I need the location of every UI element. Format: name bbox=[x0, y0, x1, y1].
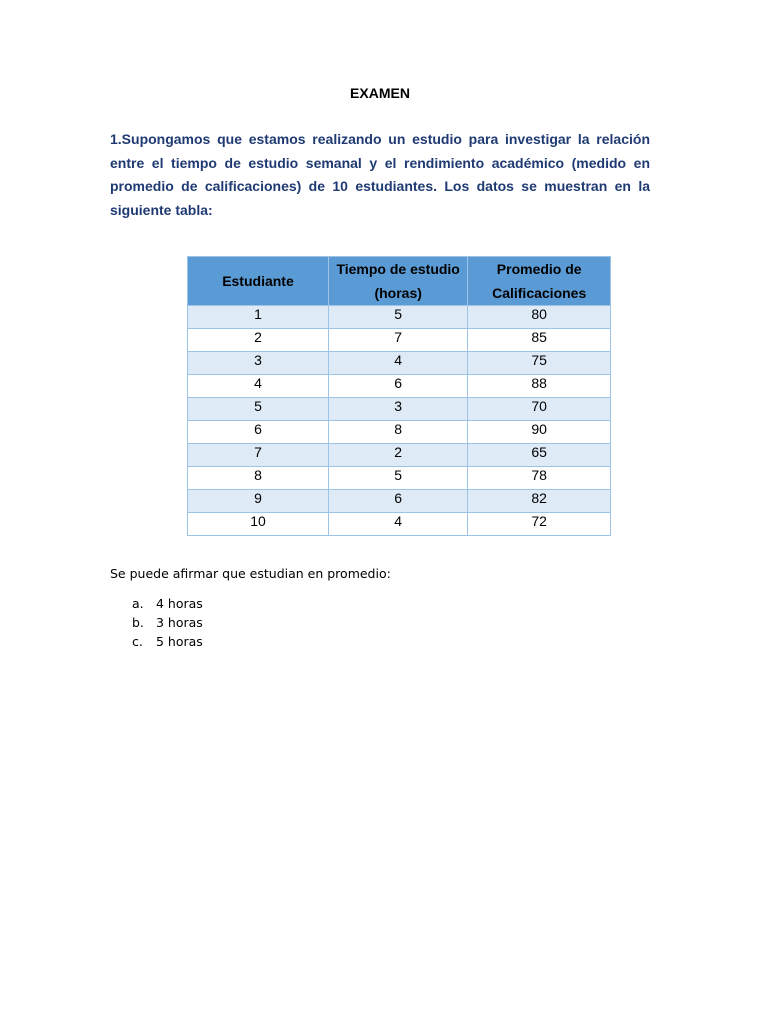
cell-estudiante: 7 bbox=[188, 444, 329, 467]
cell-tiempo: 3 bbox=[328, 398, 467, 421]
header-tiempo: Tiempo de estudio (horas) bbox=[328, 257, 467, 306]
cell-estudiante: 9 bbox=[188, 490, 329, 513]
cell-promedio: 85 bbox=[468, 329, 611, 352]
table-row bbox=[188, 306, 611, 329]
option-c bbox=[132, 634, 203, 653]
option-text: 3 horas bbox=[156, 615, 203, 630]
table-row bbox=[188, 513, 611, 536]
option-b bbox=[132, 615, 203, 634]
cell-tiempo: 5 bbox=[328, 306, 467, 329]
table-row bbox=[188, 490, 611, 513]
cell-promedio: 90 bbox=[468, 421, 611, 444]
cell-tiempo: 8 bbox=[328, 421, 467, 444]
table-row bbox=[188, 329, 611, 352]
cell-tiempo: 6 bbox=[328, 375, 467, 398]
cell-tiempo: 6 bbox=[328, 490, 467, 513]
answer-prompt: Se puede afirmar que estudian en promedio: bbox=[110, 566, 391, 581]
cell-tiempo: 4 bbox=[328, 513, 467, 536]
cell-estudiante: 1 bbox=[188, 306, 329, 329]
cell-promedio: 75 bbox=[468, 352, 611, 375]
option-text: 4 horas bbox=[156, 596, 203, 611]
table-row bbox=[188, 421, 611, 444]
option-a bbox=[132, 596, 203, 615]
cell-tiempo: 4 bbox=[328, 352, 467, 375]
cell-promedio: 65 bbox=[468, 444, 611, 467]
cell-estudiante: 6 bbox=[188, 421, 329, 444]
cell-promedio: 78 bbox=[468, 467, 611, 490]
cell-promedio: 80 bbox=[468, 306, 611, 329]
table-row bbox=[188, 444, 611, 467]
data-table bbox=[187, 256, 611, 536]
option-letter: c. bbox=[132, 634, 143, 649]
table-row bbox=[188, 375, 611, 398]
cell-tiempo: 2 bbox=[328, 444, 467, 467]
cell-promedio: 72 bbox=[468, 513, 611, 536]
cell-estudiante: 2 bbox=[188, 329, 329, 352]
cell-estudiante: 5 bbox=[188, 398, 329, 421]
table-row bbox=[188, 398, 611, 421]
answer-options bbox=[132, 596, 203, 653]
table-header-row bbox=[188, 257, 611, 306]
cell-tiempo: 5 bbox=[328, 467, 467, 490]
cell-promedio: 82 bbox=[468, 490, 611, 513]
option-letter: b. bbox=[132, 615, 144, 630]
question-text: 1.Supongamos que estamos realizando un estudio para investigar la relación entre el tiempo de estudio semanal y el rendimiento académico (medido en promedio de calificaciones) de 10 estudiantes. Los datos se muestran en la siguiente tabla: bbox=[110, 131, 650, 218]
cell-promedio: 88 bbox=[468, 375, 611, 398]
cell-estudiante: 10 bbox=[188, 513, 329, 536]
table-row bbox=[188, 467, 611, 490]
exam-title: EXAMEN bbox=[350, 85, 410, 101]
header-promedio: Promedio de Calificaciones bbox=[468, 257, 611, 306]
cell-tiempo: 7 bbox=[328, 329, 467, 352]
cell-estudiante: 3 bbox=[188, 352, 329, 375]
cell-estudiante: 8 bbox=[188, 467, 329, 490]
option-letter: a. bbox=[132, 596, 144, 611]
table-row bbox=[188, 352, 611, 375]
cell-estudiante: 4 bbox=[188, 375, 329, 398]
header-estudiante: Estudiante bbox=[188, 257, 329, 306]
cell-promedio: 70 bbox=[468, 398, 611, 421]
option-text: 5 horas bbox=[156, 634, 203, 649]
